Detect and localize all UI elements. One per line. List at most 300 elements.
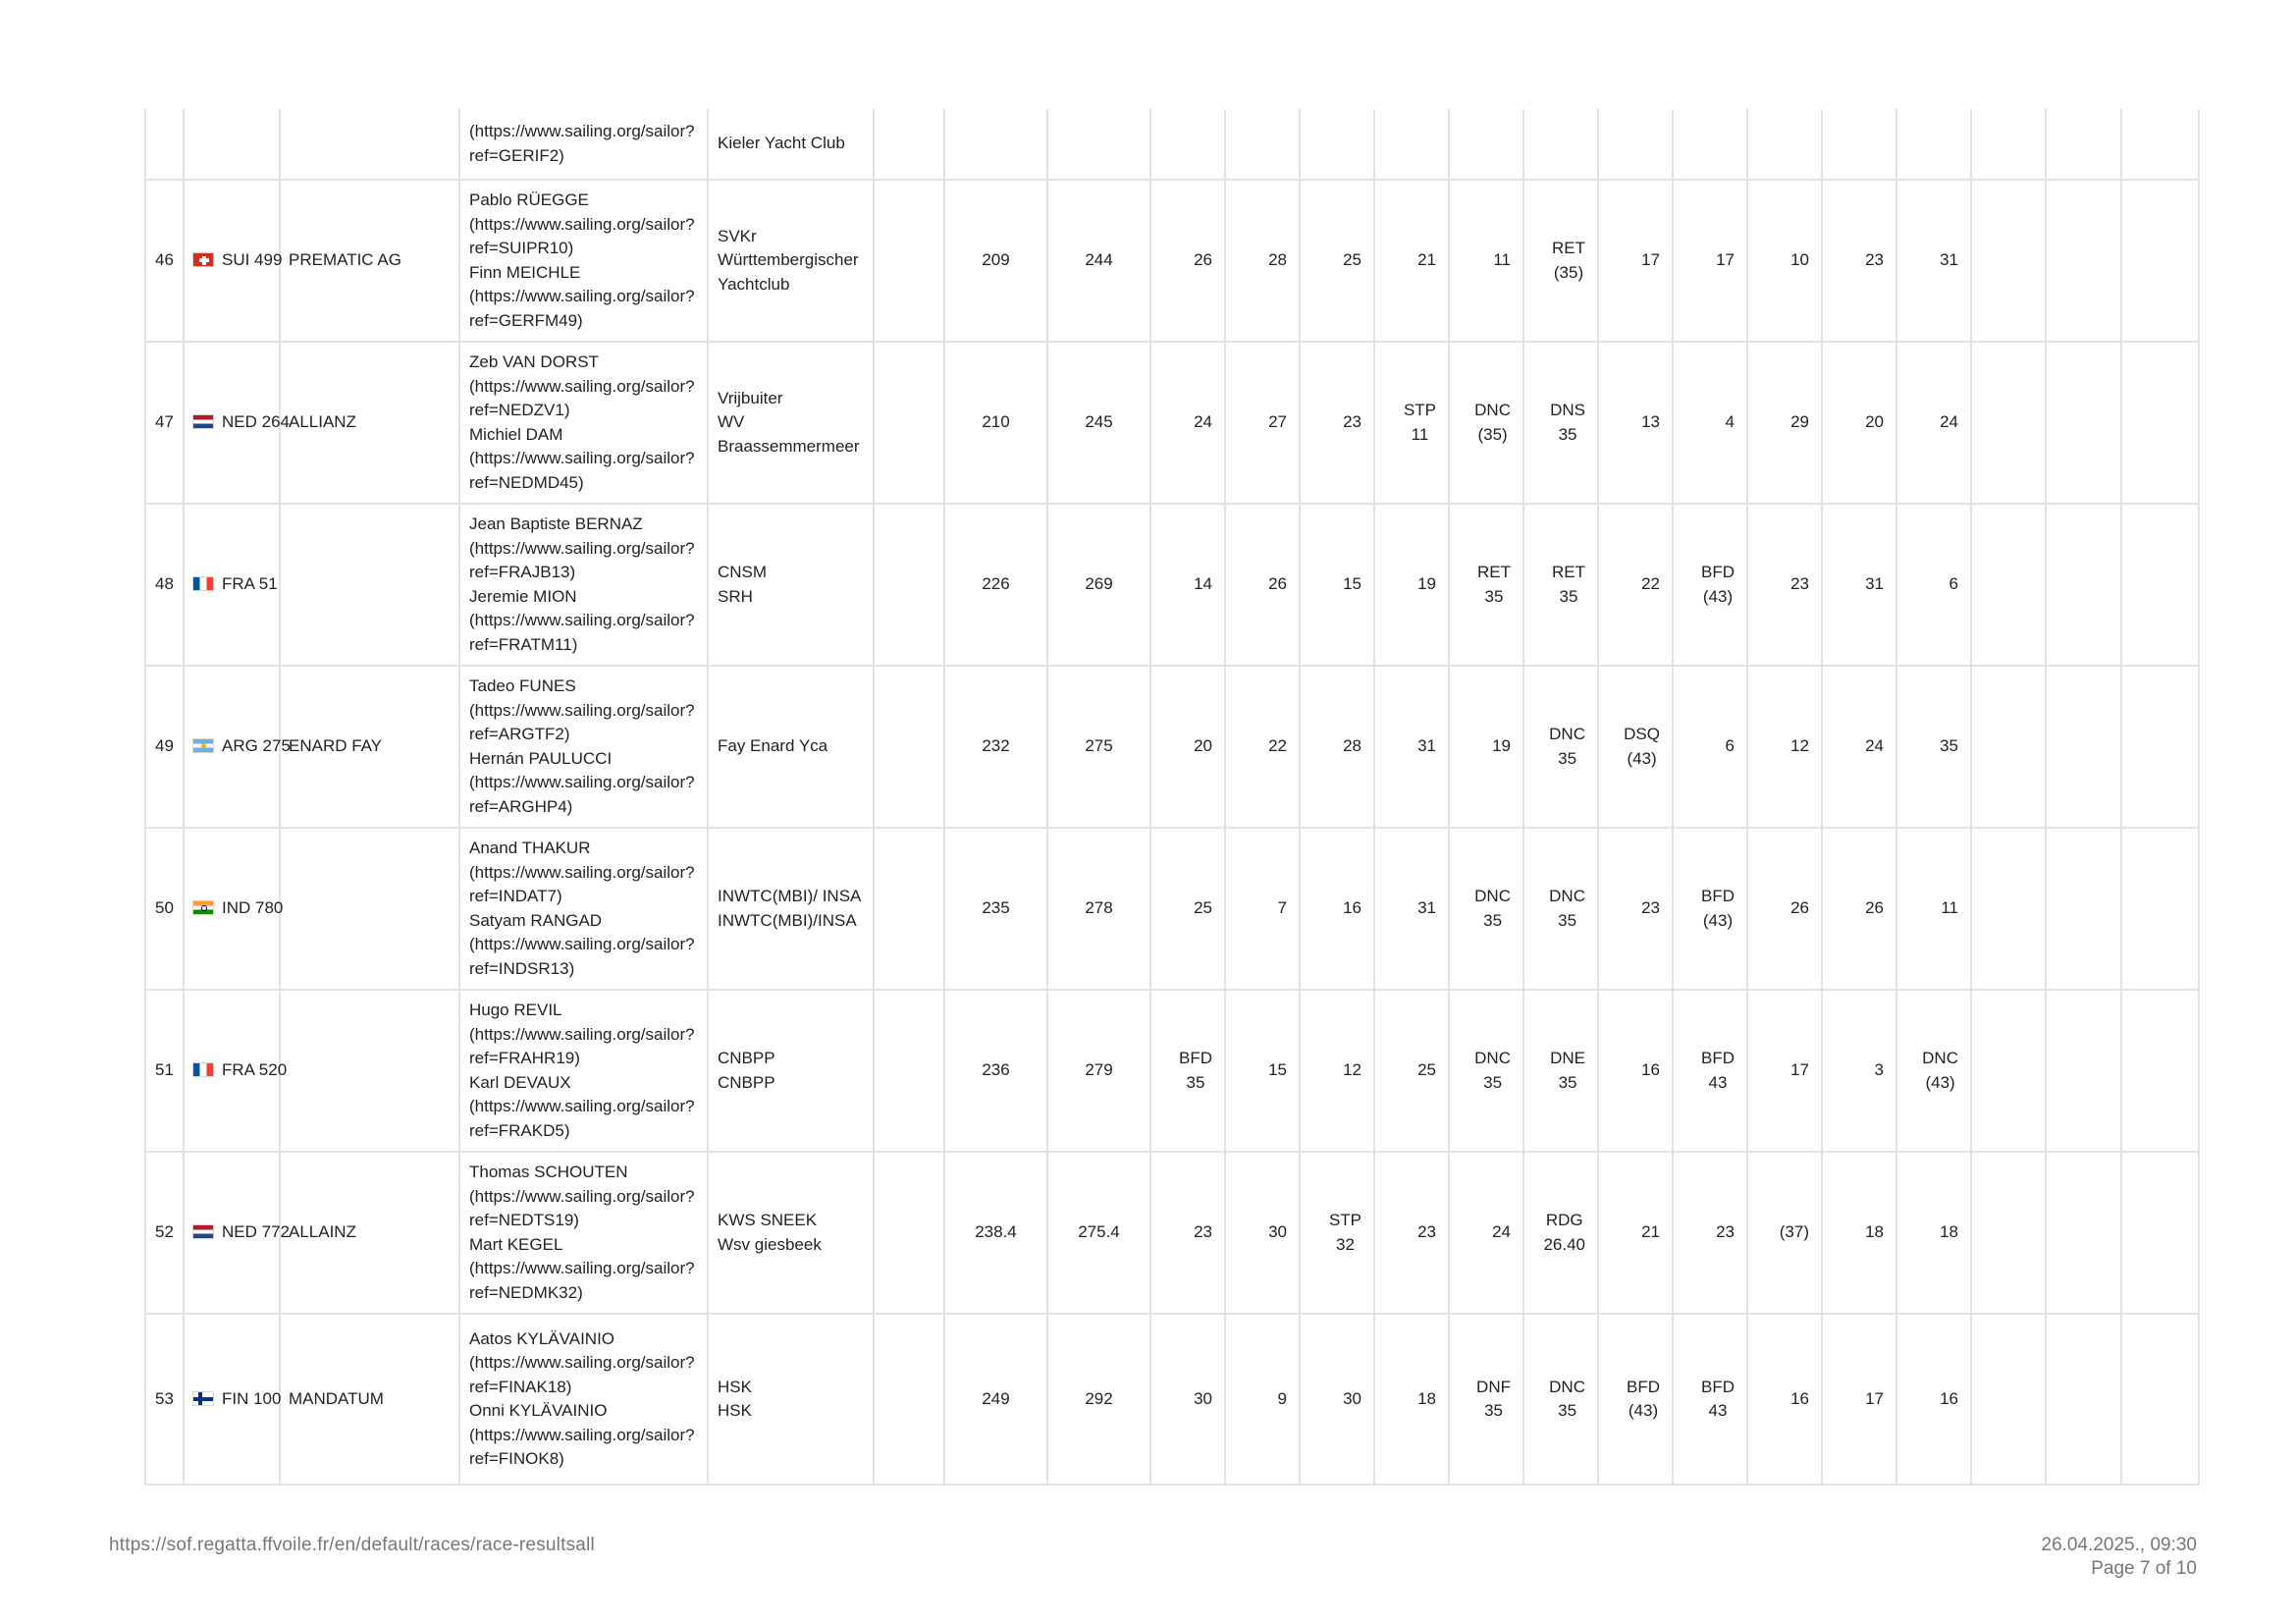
table-row	[145, 666, 2199, 828]
empty-cell	[2121, 109, 2199, 180]
club-cell	[708, 990, 874, 1152]
race-score-cell	[1300, 504, 1374, 666]
rank-text: 46	[155, 250, 174, 270]
empty-cell	[2046, 828, 2121, 990]
team-name: PREMATIC AG	[289, 250, 401, 270]
race-score-cell	[1523, 504, 1598, 666]
race-score-cell	[1896, 342, 1971, 504]
crew-line: Anand THAKUR	[469, 839, 591, 857]
sail-number: NED 772	[222, 1222, 290, 1242]
crew-line: Finn MEICHLE	[469, 262, 581, 282]
race-score-line: 16	[1641, 1060, 1660, 1080]
crew-line: (https://www.sailing.org/sailor?	[469, 1259, 695, 1277]
race-score	[1716, 1220, 1735, 1245]
race-score	[1940, 248, 1958, 273]
race-score-cell	[1523, 666, 1598, 828]
total-points: 226	[982, 574, 1010, 594]
race-score-cell	[1822, 1152, 1896, 1314]
race-score-cell	[1150, 109, 1225, 180]
crew-line: (https://www.sailing.org/sailor?	[469, 1425, 695, 1444]
net-points: 278	[1085, 898, 1113, 918]
race-score	[1194, 896, 1212, 921]
race-score-cell	[1225, 180, 1300, 342]
race-score-line: 12	[1790, 736, 1809, 756]
team-name: MANDATUM	[289, 1388, 384, 1408]
club-line: Vrijbuiter	[718, 388, 783, 407]
sail-cell	[184, 666, 291, 828]
sail-cell	[184, 109, 280, 180]
team-cell	[280, 180, 459, 342]
race-score-cell	[1150, 1314, 1225, 1485]
race-score-line: 26	[1194, 250, 1212, 270]
crew-cell	[459, 342, 708, 504]
race-score-cell	[1822, 180, 1896, 342]
race-score	[1790, 896, 1809, 921]
race-score	[1417, 1058, 1436, 1083]
net-points: 245	[1085, 412, 1113, 432]
empty-cell	[874, 990, 944, 1152]
race-score-cell	[1449, 180, 1523, 342]
crew-cell	[459, 504, 708, 666]
net-points: 269	[1085, 574, 1113, 594]
empty-cell	[1971, 828, 2046, 990]
race-score-line: 25	[1343, 250, 1362, 270]
race-score-line: BFD	[1701, 1049, 1735, 1067]
race-score-cell	[1150, 666, 1225, 828]
race-score-line: 26	[1268, 574, 1287, 594]
total-points-cell	[944, 109, 1047, 180]
sail-number: SUI 499	[222, 250, 283, 270]
race-score-line: 6	[1949, 574, 1958, 594]
crew-line: (https://www.sailing.org/sailor?	[469, 376, 695, 396]
rank-text: 48	[155, 574, 174, 594]
net-points-cell	[1047, 180, 1150, 342]
race-score	[1865, 1220, 1884, 1245]
flag-icon	[192, 414, 214, 429]
race-score	[1624, 723, 1660, 771]
race-score	[1627, 1376, 1660, 1424]
race-score	[1865, 248, 1884, 273]
race-score-line: 24	[1194, 412, 1212, 432]
race-score-cell	[1598, 1152, 1673, 1314]
rank-text: 47	[155, 412, 174, 432]
crew-line: (https://www.sailing.org/sailor?	[469, 122, 695, 140]
sail-cell	[184, 1314, 280, 1485]
race-score	[1641, 1220, 1660, 1245]
crew-line: ref=SUIPR10)	[469, 239, 574, 257]
club-cell	[708, 1314, 874, 1485]
empty-cell	[1971, 109, 2046, 180]
crew-line: (https://www.sailing.org/sailor?	[469, 1097, 695, 1115]
empty-cell	[1971, 666, 2046, 828]
crew-line: (https://www.sailing.org/sailor?	[469, 935, 695, 953]
race-score	[1940, 1220, 1958, 1245]
race-score-line: 25	[1194, 898, 1212, 918]
race-score	[1701, 1376, 1735, 1424]
net-points-cell	[1047, 504, 1150, 666]
race-score-line: STP	[1403, 401, 1436, 419]
race-score-line: 28	[1268, 250, 1287, 270]
race-score-line: 35	[1483, 910, 1503, 930]
race-score	[1492, 734, 1511, 759]
table-row	[145, 342, 2199, 504]
race-score-cell	[1449, 990, 1523, 1152]
race-score-cell	[1374, 180, 1449, 342]
race-score	[1194, 1220, 1212, 1245]
crew-line: (https://www.sailing.org/sailor?	[469, 611, 695, 629]
race-score-line: 35	[1558, 748, 1577, 768]
race-score-line: 30	[1343, 1388, 1362, 1408]
team-cell	[280, 504, 459, 666]
race-score-line: 20	[1194, 736, 1212, 756]
race-score-cell	[1300, 342, 1374, 504]
empty-cell	[1971, 1152, 2046, 1314]
table-row	[145, 504, 2199, 666]
race-score-cell	[1747, 180, 1822, 342]
race-score-cell	[1374, 342, 1449, 504]
empty-cell	[2121, 1314, 2199, 1485]
crew-line: Thomas SCHOUTEN	[469, 1163, 628, 1181]
race-score	[1404, 399, 1436, 447]
race-score	[1474, 1047, 1511, 1095]
race-score-line: 25	[1417, 1060, 1436, 1080]
race-score-line: 35	[1559, 586, 1578, 606]
race-score	[1726, 410, 1735, 435]
empty-cell	[874, 1314, 944, 1485]
race-score-cell	[1374, 990, 1449, 1152]
crew-line: ref=FRAJB13)	[469, 563, 576, 581]
race-score-cell	[1523, 990, 1598, 1152]
team-cell	[280, 109, 459, 180]
crew-line: ref=NEDMK32)	[469, 1282, 583, 1302]
race-score	[1550, 399, 1585, 447]
race-score-cell	[1822, 504, 1896, 666]
crew-line: (https://www.sailing.org/sailor?	[469, 862, 695, 882]
club-line: Yachtclub	[718, 274, 790, 294]
race-score-cell	[1673, 666, 1747, 828]
race-score-cell	[1598, 1314, 1673, 1485]
race-score-line: 23	[1417, 1222, 1436, 1242]
crew-line: ref=NEDMD45)	[469, 472, 584, 492]
race-score-cell	[1374, 504, 1449, 666]
race-score-line: 31	[1417, 898, 1436, 918]
club-cell	[708, 666, 874, 828]
race-score-line: (43)	[1628, 1401, 1659, 1420]
race-score-line: 35	[1483, 1072, 1503, 1092]
total-points: 236	[982, 1060, 1010, 1080]
race-score	[1549, 885, 1585, 933]
race-score-cell	[1598, 342, 1673, 504]
race-score-line: 28	[1343, 736, 1362, 756]
total-points: 238.4	[975, 1222, 1017, 1242]
race-score-line: 14	[1194, 574, 1212, 594]
empty-cell	[1971, 1314, 2046, 1485]
race-score-cell	[1896, 1314, 1971, 1485]
crew-line: Satyam RANGAD	[469, 910, 603, 930]
race-score	[1701, 885, 1735, 933]
race-score-cell	[1523, 109, 1598, 180]
total-points-cell	[944, 180, 1047, 342]
crew-line: (https://www.sailing.org/sailor?	[469, 1186, 695, 1206]
rank-cell	[145, 342, 184, 504]
race-score	[1701, 1047, 1735, 1095]
sail-cell	[184, 828, 284, 990]
total-points-cell	[944, 1314, 1047, 1485]
race-score-line: 9	[1277, 1388, 1287, 1408]
race-score-line: 20	[1865, 412, 1884, 432]
crew-line: ref=INDAT7)	[469, 887, 562, 905]
race-score-cell	[1523, 1152, 1598, 1314]
crew-line: Mart KEGEL	[469, 1234, 563, 1254]
crew-line: ref=FRATM11)	[469, 634, 578, 654]
rank-cell	[145, 828, 184, 990]
crew-line: (https://www.sailing.org/sailor?	[469, 449, 695, 467]
race-score-cell	[1449, 828, 1523, 990]
race-score-cell	[1449, 1152, 1523, 1314]
flag-icon	[192, 576, 214, 591]
race-score-line: RET	[1552, 563, 1585, 581]
race-score-line: 4	[1725, 412, 1735, 432]
flag-icon	[192, 1062, 214, 1077]
race-score-cell	[1896, 990, 1971, 1152]
table-row	[145, 109, 2199, 180]
race-score-line: 13	[1641, 412, 1660, 432]
race-score-line: 26.40	[1543, 1234, 1585, 1254]
team-cell	[280, 828, 459, 990]
club-cell	[708, 109, 874, 180]
race-score	[1474, 399, 1511, 447]
race-score	[1476, 1376, 1511, 1424]
net-points-cell	[1047, 342, 1150, 504]
race-score	[1552, 561, 1585, 609]
race-score-line: (43)	[1702, 910, 1734, 930]
sail-cell	[184, 180, 283, 342]
crew-cell	[459, 1314, 708, 1485]
crew-line: Karl DEVAUX	[469, 1072, 571, 1092]
race-score-cell	[1374, 828, 1449, 990]
race-score	[1343, 896, 1362, 921]
empty-cell	[874, 342, 944, 504]
race-score-line: DNF	[1476, 1377, 1511, 1396]
race-score	[1543, 1209, 1585, 1257]
race-score	[1949, 572, 1958, 597]
race-score-cell	[1598, 109, 1673, 180]
race-score	[1940, 410, 1958, 435]
race-score-line: DSQ	[1624, 725, 1660, 743]
race-score-cell	[1822, 828, 1896, 990]
race-score-cell	[1449, 504, 1523, 666]
race-score-line: DNE	[1550, 1049, 1585, 1067]
rank-text: 52	[155, 1222, 174, 1242]
empty-cell	[1971, 990, 2046, 1152]
race-score	[1701, 561, 1735, 609]
race-score-line: 17	[1716, 250, 1735, 270]
race-score-cell	[1673, 990, 1747, 1152]
club-line: Wsv giesbeek	[718, 1234, 822, 1254]
empty-cell	[2046, 109, 2121, 180]
race-score	[1549, 1376, 1585, 1424]
race-score-line: (35)	[1553, 262, 1584, 282]
race-score-line: 35	[1558, 1072, 1577, 1092]
race-score-line: 16	[1343, 898, 1362, 918]
race-score	[1343, 410, 1362, 435]
crew-line: Onni KYLÄVAINIO	[469, 1401, 608, 1420]
rank-cell	[145, 180, 184, 342]
crew-line: (https://www.sailing.org/sailor?	[469, 1353, 695, 1372]
rank-text: 49	[155, 736, 174, 756]
empty-cell	[874, 180, 944, 342]
race-score-cell	[1523, 342, 1598, 504]
race-score-line: 35	[1558, 1401, 1577, 1420]
race-score	[1790, 248, 1809, 273]
club-line: SVKr	[718, 226, 757, 245]
club-line: HSK	[718, 1401, 752, 1420]
race-score-cell	[1747, 109, 1822, 180]
race-score-line: 21	[1417, 250, 1436, 270]
total-points: 235	[982, 898, 1010, 918]
crew-cell	[459, 828, 708, 990]
race-score-cell	[1300, 666, 1374, 828]
race-score	[1922, 1047, 1958, 1095]
race-score-line: 43	[1708, 1072, 1728, 1092]
net-points-cell	[1047, 990, 1150, 1152]
race-score-line: 29	[1790, 412, 1809, 432]
race-score-cell	[1374, 666, 1449, 828]
crew-line: (https://www.sailing.org/sailor?	[469, 287, 695, 305]
race-score	[1726, 734, 1735, 759]
race-score	[1278, 896, 1287, 921]
club-line: KWS SNEEK	[718, 1211, 818, 1229]
footer-url: https://sof.regatta.ffvoile.fr/en/default/races/race-resultsall	[109, 1535, 595, 1555]
race-score	[1552, 237, 1585, 285]
empty-cell	[1971, 180, 2046, 342]
sail-number: FRA 520	[222, 1060, 288, 1080]
race-score-line: (43)	[1702, 586, 1734, 606]
race-score-line: 32	[1336, 1234, 1355, 1254]
sail-number: IND 780	[222, 898, 284, 918]
club-line: CNBPP	[718, 1049, 775, 1067]
race-score-line: BFD	[1701, 563, 1735, 581]
empty-cell	[2121, 504, 2199, 666]
crew-line: Tadeo FUNES	[469, 677, 576, 695]
net-points: 279	[1085, 1060, 1113, 1080]
club-cell	[708, 504, 874, 666]
team-cell	[280, 990, 459, 1152]
total-points-cell	[944, 828, 1047, 990]
crew-line: ref=ARGHP4)	[469, 796, 573, 816]
team-cell	[280, 1314, 459, 1485]
empty-cell	[2121, 180, 2199, 342]
race-score-line: 18	[1417, 1388, 1436, 1408]
race-score	[1865, 896, 1884, 921]
race-score	[1641, 896, 1660, 921]
race-score-line: 18	[1940, 1222, 1958, 1242]
race-score	[1417, 1220, 1436, 1245]
race-score	[1268, 734, 1287, 759]
race-score-cell	[1896, 1152, 1971, 1314]
race-score-line: 22	[1641, 574, 1660, 594]
race-score-line: 7	[1277, 898, 1287, 918]
empty-cell	[874, 666, 944, 828]
net-points: 275	[1085, 736, 1113, 756]
crew-line: (https://www.sailing.org/sailor?	[469, 1024, 695, 1044]
race-score-line: 24	[1865, 736, 1884, 756]
race-score-cell	[1300, 180, 1374, 342]
race-score-cell	[1225, 342, 1300, 504]
race-score-cell	[1747, 828, 1822, 990]
race-score-line: 31	[1940, 250, 1958, 270]
empty-cell	[2046, 1314, 2121, 1485]
race-score-line: RDG	[1545, 1211, 1583, 1229]
race-score-cell	[1449, 109, 1523, 180]
race-score-line: 35	[1484, 1401, 1503, 1420]
table-row	[145, 180, 2199, 342]
race-score-cell	[1598, 828, 1673, 990]
crew-cell	[459, 1152, 708, 1314]
crew-line: ref=ARGTF2)	[469, 725, 570, 743]
race-score-line: BFD	[1701, 1377, 1735, 1396]
flag-icon	[192, 738, 214, 753]
race-score-line: 26	[1865, 898, 1884, 918]
race-score-cell	[1374, 109, 1449, 180]
empty-cell	[2121, 1152, 2199, 1314]
race-score-line: (37)	[1779, 1222, 1809, 1242]
race-score-cell	[1598, 666, 1673, 828]
race-score-line: 21	[1641, 1222, 1660, 1242]
race-score-line: (43)	[1925, 1072, 1955, 1092]
race-score-line: 43	[1708, 1401, 1728, 1420]
empty-cell	[2121, 990, 2199, 1152]
rank-text: 51	[155, 1060, 174, 1080]
race-score-cell	[1747, 342, 1822, 504]
empty-cell	[2046, 342, 2121, 504]
race-score-line: 31	[1865, 574, 1884, 594]
race-score-cell	[1747, 666, 1822, 828]
empty-cell	[2121, 828, 2199, 990]
race-score-line: 16	[1790, 1388, 1809, 1408]
race-score-line: DNC	[1549, 725, 1585, 743]
total-points-cell	[944, 504, 1047, 666]
net-points: 244	[1085, 250, 1113, 270]
empty-cell	[874, 109, 944, 180]
team-cell	[280, 666, 459, 828]
race-score	[1940, 1387, 1958, 1412]
crew-line: ref=GERFM49)	[469, 310, 583, 330]
race-score-line: 35	[1940, 736, 1958, 756]
total-points-cell	[944, 1152, 1047, 1314]
race-score-cell	[1673, 180, 1747, 342]
race-score	[1790, 410, 1809, 435]
race-score-line: 23	[1790, 574, 1809, 594]
race-score	[1194, 572, 1212, 597]
team-name: ENARD FAY	[289, 736, 383, 756]
race-score-cell	[1374, 1314, 1449, 1485]
race-score	[1268, 572, 1287, 597]
race-score-cell	[1747, 1314, 1822, 1485]
total-points-cell	[944, 666, 1047, 828]
flag-icon	[192, 1224, 214, 1239]
race-score-cell	[1523, 1314, 1598, 1485]
race-score-cell	[1747, 504, 1822, 666]
race-score-cell	[1225, 109, 1300, 180]
race-score	[1194, 1387, 1212, 1412]
rank-cell	[145, 109, 184, 180]
sail-number: FRA 51	[222, 574, 278, 594]
race-score-cell	[1300, 109, 1374, 180]
race-score-cell	[1225, 504, 1300, 666]
race-score-line: RET	[1477, 563, 1511, 581]
crew-line: Pablo RÜEGGE	[469, 190, 589, 209]
